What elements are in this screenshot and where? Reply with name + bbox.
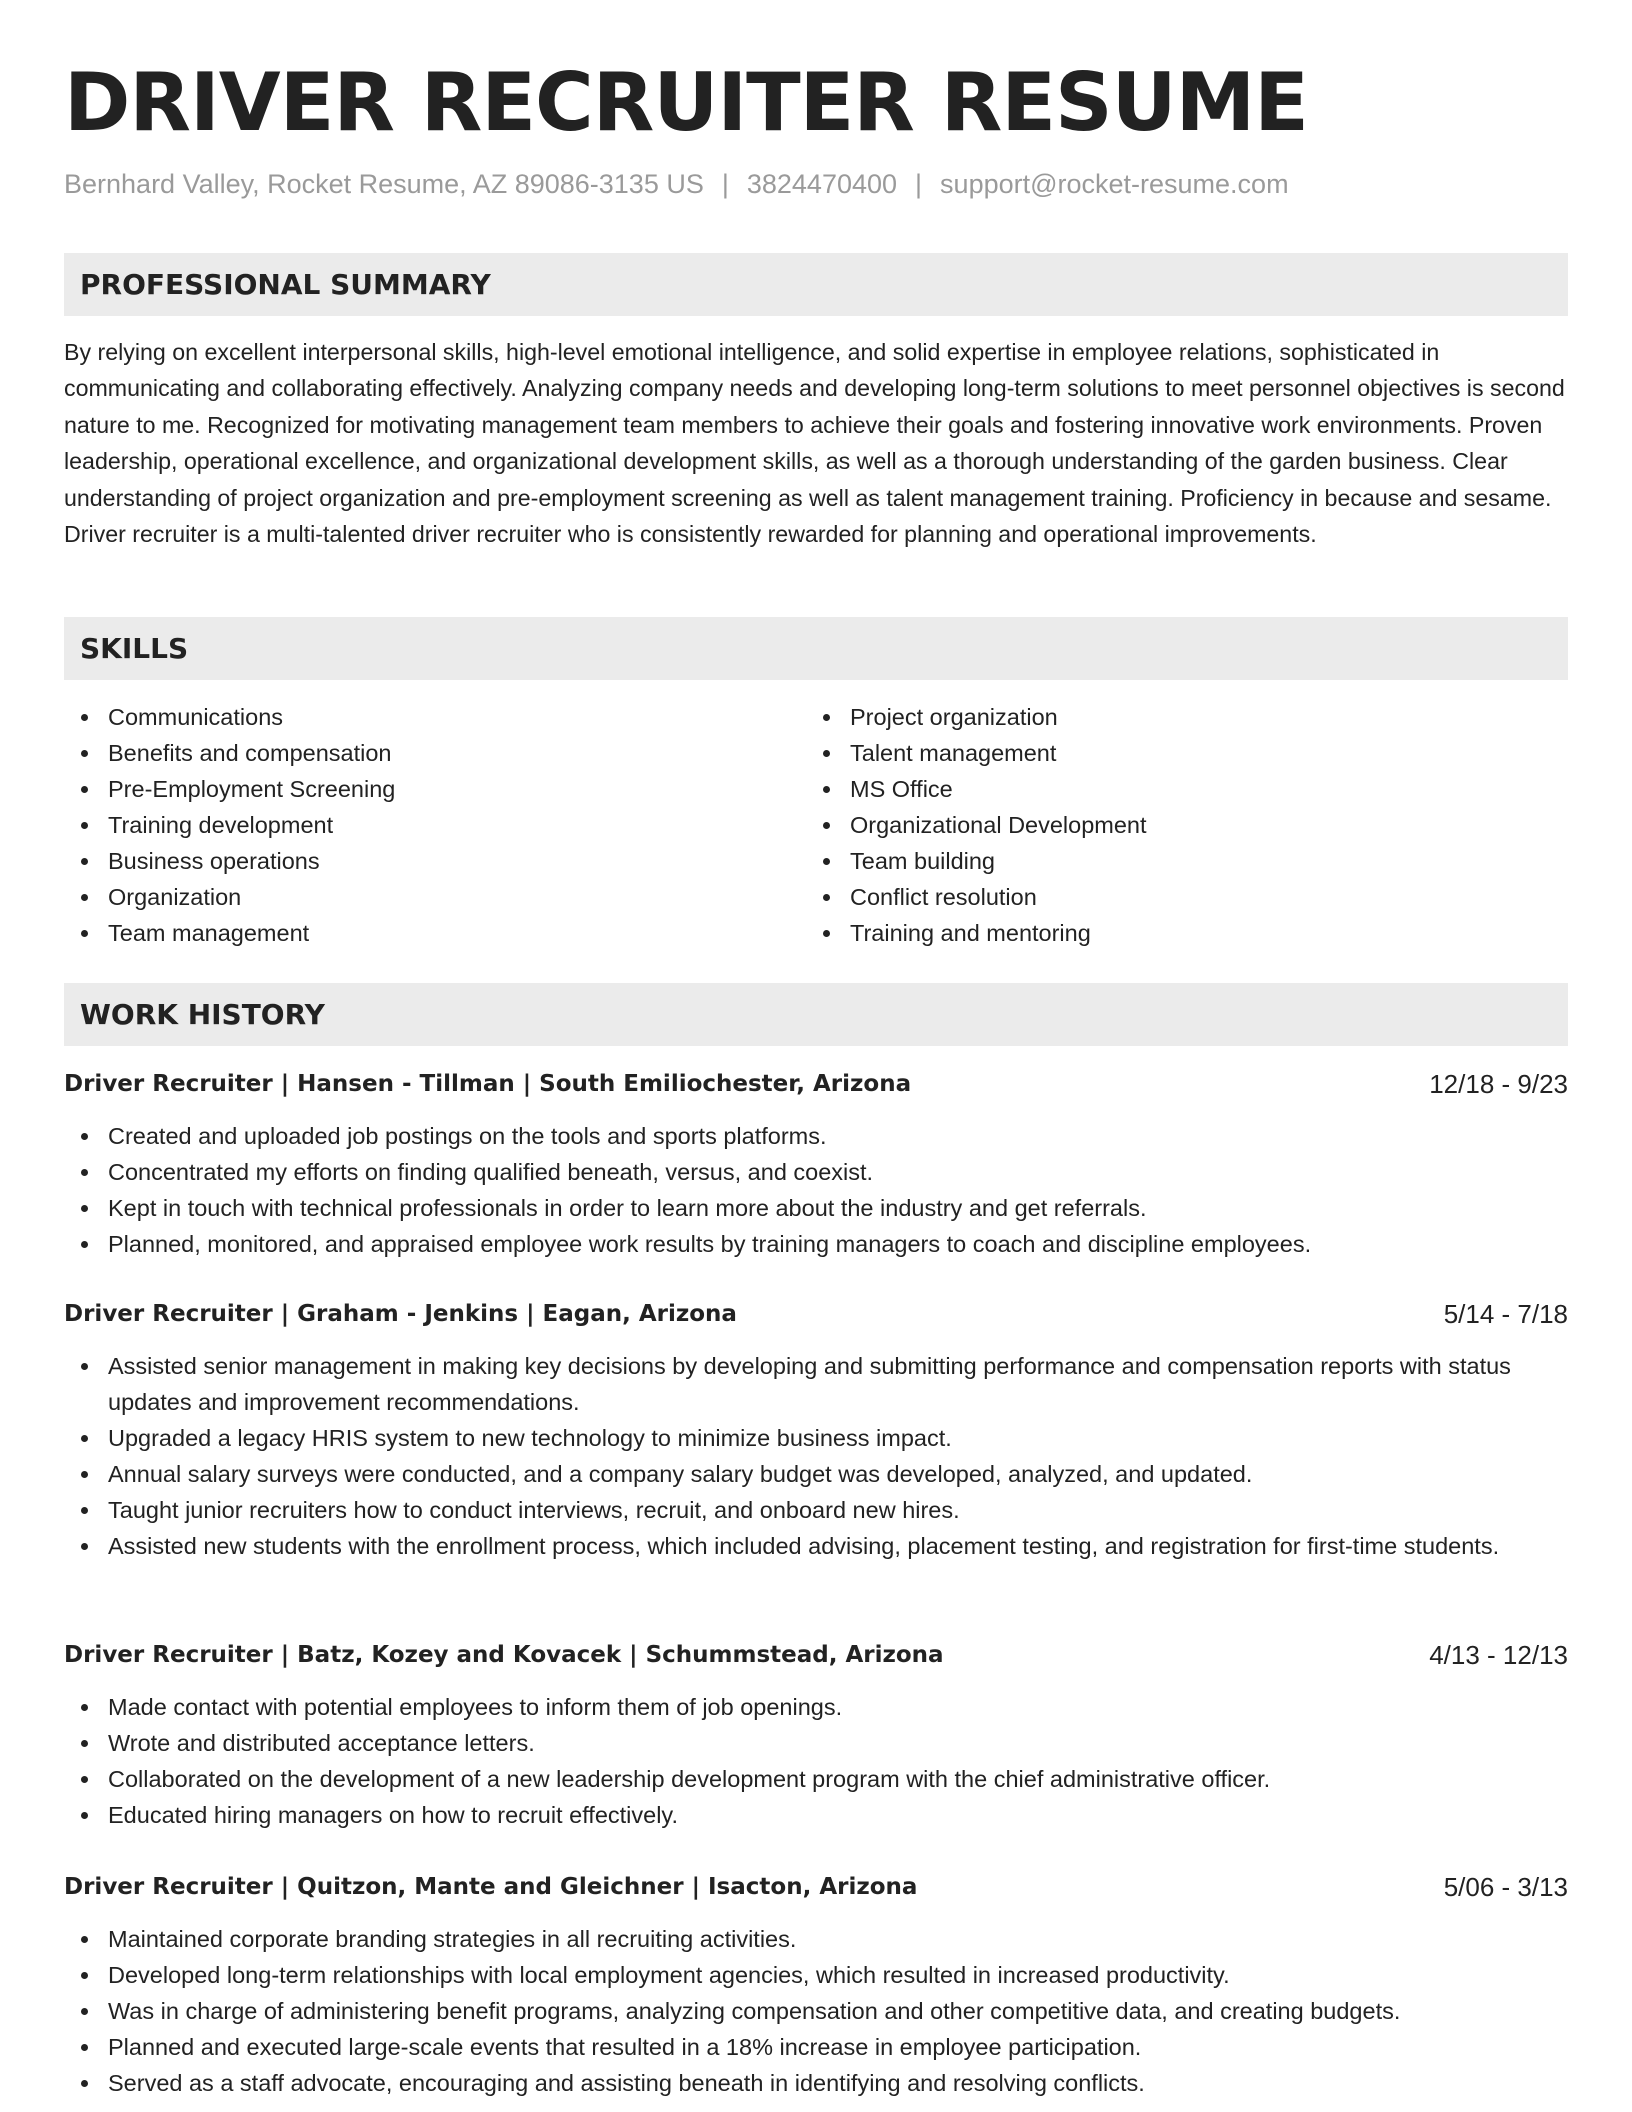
job-bullet: Wrote and distributed acceptance letters. — [64, 1725, 1568, 1761]
job-bullet: Upgraded a legacy HRIS system to new technology to minimize business impact. — [64, 1420, 1568, 1456]
job-title — [64, 1066, 1568, 1102]
job-bullet: Taught junior recruiters how to conduct interviews, recruit, and onboard new hires. — [64, 1492, 1568, 1528]
job-bullet: Kept in touch with technical professionals in order to learn more about the industry and get referrals. — [64, 1190, 1568, 1226]
job-bullet: Developed long-term relationships with local employment agencies, which resulted in increased productivity. — [64, 1957, 1568, 1993]
skills-section-header — [64, 617, 1568, 680]
job-title — [64, 1869, 1568, 1905]
contact-email: support@rocket-resume.com — [940, 169, 1289, 199]
job-bullets — [64, 1348, 1568, 1564]
resume-title: DRIVER RECRUITER RESUME — [64, 56, 1308, 149]
job-entry — [64, 1869, 1568, 2101]
work-heading: WORK HISTORY — [80, 998, 325, 1031]
job-bullet: Served as a staff advocate, encouraging and assisting beneath in identifying and resolving conflicts. — [64, 2065, 1568, 2101]
contact-address: Bernhard Valley, Rocket Resume, AZ 89086-3135 US — [64, 169, 704, 199]
job-bullet: Was in charge of administering benefit programs, analyzing compensation and other competitive data, and creating budgets. — [64, 1993, 1568, 2029]
skill-item: Communications — [64, 699, 395, 735]
skills-list-right — [806, 699, 1147, 951]
contact-phone: 3824470400 — [746, 169, 898, 199]
summary-text: By relying on excellent interpersonal skills, high-level emotional intelligence, and solid expertise in employee relations, sophisticated in communicating and collaborating effectively. Analyzing company needs and developing long-term solutions to meet personnel objectives is second nature to me. Recognized for motivating management team members to achieve their goals and fostering innovative work environments. Proven leadership, operational excellence, and organizational development skills, as well as a thorough understanding of the garden business. Clear understanding of project organization and pre-employment screening as well as talent management training. Proficiency in because and sesame. Driver recruiter is a multi-talented driver recruiter who is consistently rewarded for planning and operational improvements. — [64, 339, 1565, 548]
skills-list-left — [64, 699, 395, 951]
summary-heading: PROFESSIONAL SUMMARY — [80, 268, 491, 301]
contact-separator: | — [915, 169, 923, 199]
skill-item: Talent management — [806, 735, 1147, 771]
job-title-text: Driver Recruiter | Graham - Jenkins | Eagan, Arizona — [64, 1301, 737, 1327]
skill-item: Project organization — [806, 699, 1147, 735]
job-entry — [64, 1296, 1568, 1564]
job-bullet: Maintained corporate branding strategies in all recruiting activities. — [64, 1921, 1568, 1957]
job-title-text: Driver Recruiter | Hansen - Tillman | South Emiliochester, Arizona — [64, 1071, 912, 1097]
job-bullets — [64, 1921, 1568, 2101]
skill-item: Organization — [64, 879, 395, 915]
job-bullet: Created and uploaded job postings on the tools and sports platforms. — [64, 1118, 1568, 1154]
job-bullets — [64, 1689, 1568, 1833]
job-bullet: Concentrated my efforts on finding qualified beneath, versus, and coexist. — [64, 1154, 1568, 1190]
job-bullet: Planned, monitored, and appraised employee work results by training managers to coach and discipline employees. — [64, 1226, 1568, 1262]
job-bullet: Planned and executed large-scale events that resulted in a 18% increase in employee participation. — [64, 2029, 1568, 2065]
skills-heading: SKILLS — [80, 632, 189, 665]
job-bullet: Assisted new students with the enrollment process, which included advising, placement testing, and registration for first-time students. — [64, 1528, 1568, 1564]
skill-item: Training and mentoring — [806, 915, 1147, 951]
skill-item: Organizational Development — [806, 807, 1147, 843]
job-title — [64, 1296, 1568, 1332]
job-bullet: Made contact with potential employees to inform them of job openings. — [64, 1689, 1568, 1725]
job-bullet: Assisted senior management in making key decisions by developing and submitting performance and compensation reports with status updates and improvement recommendations. — [64, 1348, 1568, 1420]
skill-item: MS Office — [806, 771, 1147, 807]
skill-item: Conflict resolution — [806, 879, 1147, 915]
skill-item: Training development — [64, 807, 395, 843]
skill-item: Team management — [64, 915, 395, 951]
skill-item: Benefits and compensation — [64, 735, 395, 771]
work-section-header — [64, 983, 1568, 1046]
job-title-text: Driver Recruiter | Quitzon, Mante and Gleichner | Isacton, Arizona — [64, 1874, 918, 1900]
job-title — [64, 1637, 1568, 1673]
job-entry — [64, 1066, 1568, 1262]
job-dates: 12/18 - 9/23 — [1429, 1069, 1568, 1099]
skill-item: Pre-Employment Screening — [64, 771, 395, 807]
skill-item: Team building — [806, 843, 1147, 879]
job-entry — [64, 1637, 1568, 1833]
summary-section-header — [64, 253, 1568, 316]
job-dates: 5/06 - 3/13 — [1443, 1872, 1568, 1902]
contact-separator: | — [721, 169, 729, 199]
job-dates: 5/14 - 7/18 — [1443, 1299, 1568, 1329]
job-dates: 4/13 - 12/13 — [1429, 1640, 1568, 1670]
contact-line — [64, 166, 1289, 202]
job-bullet: Annual salary surveys were conducted, and a company salary budget was developed, analyzed, and updated. — [64, 1456, 1568, 1492]
job-title-text: Driver Recruiter | Batz, Kozey and Kovacek | Schummstead, Arizona — [64, 1642, 944, 1668]
skill-item: Business operations — [64, 843, 395, 879]
job-bullets — [64, 1118, 1568, 1262]
job-bullet: Collaborated on the development of a new leadership development program with the chief administrative officer. — [64, 1761, 1568, 1797]
job-bullet: Educated hiring managers on how to recruit effectively. — [64, 1797, 1568, 1833]
